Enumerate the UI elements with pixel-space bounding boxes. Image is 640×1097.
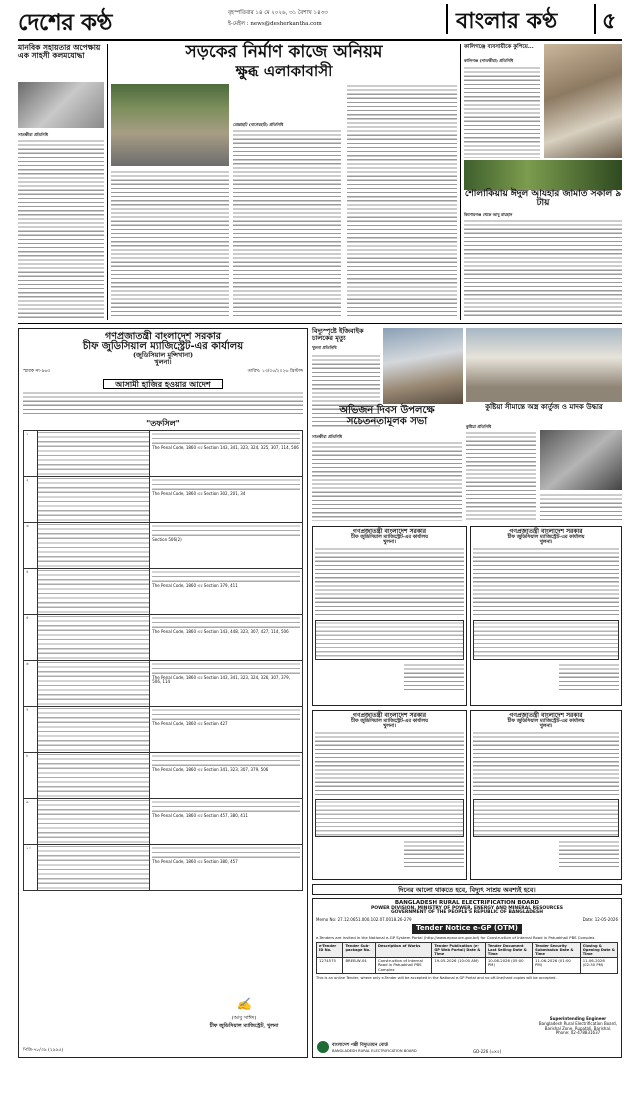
row-number: ১ bbox=[24, 430, 38, 476]
sign-address: Barishal Zone, Rupatali, Barishal. bbox=[544, 1025, 612, 1031]
notice-signature bbox=[559, 663, 619, 691]
tender-cell: 1274575 bbox=[317, 957, 343, 973]
footer-org: বাংলাদেশ পল্লী বিদ্যুতায়ন বোর্ড bbox=[332, 1042, 388, 1048]
schedule-row bbox=[24, 660, 303, 706]
notice-body bbox=[315, 731, 464, 796]
accused-details bbox=[38, 476, 150, 522]
tender-memo: Memo No: 27.12.0651.000.102.07.0018.26-279 bbox=[316, 917, 412, 923]
notice-memo: স্মারক নং-৯৬৩ bbox=[23, 369, 51, 375]
row-number: ৬ bbox=[24, 660, 38, 706]
case-section: Section 506(2) bbox=[152, 536, 182, 542]
notice-table bbox=[315, 620, 464, 660]
tender-col-header: Closing & Opening Date & Time bbox=[580, 942, 617, 957]
kushtia-body bbox=[466, 431, 536, 521]
tender-cell: Construction of Internal Road in Patuakhali PBS Complex bbox=[375, 957, 431, 973]
tender-org3: GOVERNMENT OF THE PEOPLE'S REPUBLIC OF BANGLADESH bbox=[390, 910, 544, 916]
notice-city: খুলনা। bbox=[539, 539, 553, 546]
subhead: ক্ষুব্ধ এলাকাবাসী bbox=[235, 61, 333, 80]
accused-details bbox=[38, 522, 150, 568]
case-law bbox=[150, 476, 303, 522]
headline: কালিগঞ্জে ব্যবসায়ীকে কুপিয়ে... bbox=[464, 44, 534, 50]
accused-details bbox=[38, 798, 150, 844]
notice-city: খুলনা। bbox=[154, 358, 172, 367]
masthead-rule bbox=[18, 39, 622, 41]
notice-body bbox=[315, 547, 464, 617]
small-court-notice bbox=[312, 710, 467, 880]
headline: শোলাকিয়ায় ঈদুল আযহার জামাত সকাল ৯ টায় bbox=[464, 189, 622, 209]
case-section: The Penal Code, 1860 এর Section 341, 323, 307, 379, 506 bbox=[152, 766, 269, 772]
photo bbox=[18, 82, 104, 128]
notice-office: চীফ জুডিসিয়াল ম্যাজিস্ট্রেট-এর কার্যালয় bbox=[351, 718, 428, 725]
kushtia-headline: কুষ্টিয়া সীমান্তে অস্ত্র কার্তুজ ও মাদক উদ্ধার bbox=[485, 403, 603, 411]
case-section: The Penal Code, 1860 এর Section 143, 448, 323, 307, 427, 114, 506 bbox=[152, 628, 289, 634]
photo bbox=[544, 44, 622, 158]
case-section: The Penal Code, 1860 এর Section 143, 341, 323, 324, 326, 307, 379, 506, 114 bbox=[152, 674, 290, 685]
masthead-right-title: বাংলার কণ্ঠ bbox=[456, 9, 558, 34]
accused-details bbox=[38, 660, 150, 706]
notice-city: খুলনা। bbox=[383, 539, 396, 546]
signature-mark: ✍ bbox=[236, 997, 252, 1011]
row-number: ৪ bbox=[24, 568, 38, 614]
tender-col-header: e-Tender ID No. bbox=[317, 942, 343, 957]
body-text bbox=[464, 66, 540, 158]
sign-phone: Phone: 02-478831637 bbox=[555, 1030, 601, 1036]
headline: বিদ্যুস্পৃষ্টে ইজিবাইক চালকের মৃত্যু bbox=[312, 327, 364, 342]
notice-office: চীফ জুডিসিয়াল ম্যাজিস্ট্রেট-এর কার্যালয় bbox=[82, 340, 244, 352]
notice-gov: গণপ্রজাতন্ত্রী বাংলাদেশ সরকার bbox=[352, 528, 427, 535]
tender-cell: 11-06-2026 (02:30 PM) bbox=[580, 957, 617, 973]
tender-col-header: Tender Security Submission Date & Time bbox=[533, 942, 581, 957]
case-law bbox=[150, 798, 303, 844]
notice-table bbox=[315, 799, 464, 837]
masthead-email: ই-মেইল : news@desherkantha.com bbox=[228, 21, 322, 27]
ahsania-headline: অভিজন দিবস উপলক্ষে সচেতনতামূলক সভা bbox=[339, 405, 435, 427]
schedule-table bbox=[23, 430, 303, 891]
schedule-row bbox=[24, 476, 303, 522]
accused-details bbox=[38, 752, 150, 798]
meeting-photo bbox=[466, 328, 622, 402]
kushtia-photo bbox=[540, 430, 622, 490]
notice-city: খুলনা। bbox=[539, 723, 553, 730]
byline: কিশোরগঞ্জ থেকে আবু রায়হান bbox=[464, 212, 513, 217]
tender-cell: 10-06-2026 (05:00 PM) bbox=[485, 957, 532, 973]
schedule-row bbox=[24, 568, 303, 614]
kushtia-byline: কুষ্টিয়া প্রতিনিধি bbox=[466, 424, 492, 429]
slogan-bar: দিনের আলো থাকতে হবে, বিদ্যুৎ সাশ্রয় অবশ্যই হবে। bbox=[312, 884, 622, 895]
accused-details bbox=[38, 844, 150, 890]
case-section: The Penal Code, 1860 এর Section 143, 341, 323, 324, 325, 307, 114, 506 bbox=[152, 444, 299, 450]
row-number: ৯ bbox=[24, 798, 38, 844]
notice-gov: গণপ্রজাতন্ত্রী বাংলাদেশ সরকার bbox=[352, 712, 427, 719]
story-left bbox=[18, 44, 104, 324]
masthead-date: বৃহস্পতিবার ১৪ মে ২০২৬, ৩১ বৈশাখ ১৪৩৩ bbox=[228, 10, 328, 16]
notice-gov: গণপ্রজাতন্ত্রী বাংলাদেশ সরকার bbox=[509, 528, 583, 535]
masthead bbox=[18, 4, 622, 38]
byline: কালিগঞ্জ (সাতক্ষীরা) প্রতিনিধি bbox=[464, 58, 514, 63]
notice-code: পিডি-৭৮/৩৯ (২৯৯৫) bbox=[23, 1048, 64, 1053]
column-rule bbox=[107, 44, 108, 320]
notice-body bbox=[473, 731, 619, 796]
photo bbox=[111, 84, 229, 166]
accused-details bbox=[38, 568, 150, 614]
schedule-row bbox=[24, 614, 303, 660]
tender-cell: BREB-W-04 bbox=[343, 957, 376, 973]
footer-org-en: BANGLADESH RURAL ELECTRIFICATION BOARD bbox=[332, 1048, 417, 1053]
small-court-notice bbox=[470, 710, 622, 880]
signature-office: চীফ জুডিসিয়াল ম্যাজিস্ট্রেট, খুলনা bbox=[209, 1023, 279, 1029]
tender-note: This is an online Tender, where only e-Tender will be accepted in the National e-GP Portal and no off-line/hard copies will be accepted. bbox=[316, 976, 557, 981]
row-number: ৮ bbox=[24, 752, 38, 798]
byline: খুলনা প্রতিনিধি bbox=[312, 344, 337, 350]
body-text bbox=[18, 139, 104, 321]
case-law bbox=[150, 844, 303, 890]
masthead-divider bbox=[594, 4, 596, 34]
notice-body bbox=[473, 547, 619, 617]
schedule-row bbox=[24, 752, 303, 798]
tender-table bbox=[316, 942, 618, 974]
notice-subtitle: (জুডিসিয়াল মুন্সিখানা) bbox=[132, 351, 194, 360]
body-text-col0 bbox=[111, 170, 229, 319]
case-law bbox=[150, 706, 303, 752]
case-section: The Penal Code, 1860 এর Section 379, 411 bbox=[152, 582, 238, 588]
tender-col-header: Tender Publication (e-GP Web Portal) Date & Time bbox=[432, 942, 486, 957]
tender-gd: GD-226 (৩×৫) bbox=[473, 1049, 502, 1054]
tender-cell: 11-06-2026 (01:00 PM) bbox=[533, 957, 581, 973]
body-text bbox=[464, 219, 622, 318]
case-law bbox=[150, 660, 303, 706]
tender-notice bbox=[312, 898, 622, 1058]
case-law bbox=[150, 752, 303, 798]
story-eid bbox=[464, 160, 622, 320]
case-law bbox=[150, 568, 303, 614]
order-title: আসামী হাজির হওয়ার আদেশ bbox=[103, 379, 223, 389]
schedule-row bbox=[24, 798, 303, 844]
accused-details bbox=[38, 430, 150, 476]
masthead-divider bbox=[446, 4, 448, 34]
photo bbox=[464, 160, 622, 190]
case-law bbox=[150, 522, 303, 568]
notice-gov: গণপ্রজাতন্ত্রী বাংলাদেশ সরকার bbox=[105, 331, 221, 342]
tender-signature bbox=[539, 1017, 617, 1036]
row-number: ২ bbox=[24, 476, 38, 522]
schedule-row bbox=[24, 844, 303, 890]
notice-office: চীফ জুডিসিয়াল ম্যাজিস্ট্রেট-এর কার্যালয় bbox=[351, 534, 428, 541]
case-section: The Penal Code, 1860 এর Section 302, 201, 34 bbox=[152, 490, 246, 496]
tender-org2: POWER DIVISION, MINISTRY OF POWER, ENERGY AND MINERAL RESOURCES bbox=[370, 905, 563, 911]
tender-col-header: Description of Works bbox=[375, 942, 431, 957]
story-right-top bbox=[464, 44, 622, 160]
notice-city: খুলনা। bbox=[383, 723, 396, 730]
court-notice bbox=[18, 328, 308, 1058]
small-court-notice bbox=[312, 526, 467, 706]
signature-name: (আবু সাঈদ) bbox=[231, 1015, 257, 1021]
section-rule bbox=[18, 323, 622, 324]
tender-date: Date: 12-05-2026 bbox=[582, 917, 618, 923]
notice-table bbox=[473, 799, 619, 837]
byline: মোল্লাহাট (বাগেরহাট) প্রতিনিধি bbox=[233, 122, 284, 127]
row-number: ৩ bbox=[24, 522, 38, 568]
notice-table bbox=[473, 620, 619, 660]
order-body bbox=[23, 391, 303, 417]
kushtia-body-2 bbox=[540, 493, 622, 521]
sign-title: Superintending Engineer bbox=[549, 1016, 607, 1021]
tender-col-header: Tender Sub-package No. bbox=[343, 942, 376, 957]
accused-details bbox=[38, 706, 150, 752]
signature-block bbox=[189, 997, 299, 1031]
schedule-row bbox=[24, 430, 303, 476]
row-number: ৫ bbox=[24, 614, 38, 660]
headline: মানবিক সহায়তার অপেক্ষায় এক সাহসী কলমযোদ্ধা bbox=[18, 43, 101, 60]
ahsania-body bbox=[312, 441, 462, 521]
headline: সড়কের নির্মাণ কাজে অনিয়ম bbox=[185, 42, 383, 62]
notice-signature bbox=[404, 840, 464, 868]
schedule-row bbox=[24, 706, 303, 752]
accused-details bbox=[38, 614, 150, 660]
schedule-row bbox=[24, 522, 303, 568]
notice-gov: গণপ্রজাতন্ত্রী বাংলাদেশ সরকার bbox=[509, 712, 583, 719]
tender-col-header: Tender Document Last Selling Date & Time bbox=[485, 942, 532, 957]
row-number: ১০ bbox=[24, 844, 38, 890]
small-court-notice bbox=[470, 526, 622, 706]
tender-title: Tender Notice e-GP (OTM) bbox=[412, 924, 522, 933]
notice-date: তারিখ: ১৩/০৫/২০২৬ খ্রিস্টাব্দ bbox=[247, 369, 303, 375]
column-rule bbox=[460, 44, 461, 320]
sign-org: Bangladesh Rural Electrification Board, bbox=[538, 1020, 617, 1026]
tender-cell: 19-05-2026 (10:00 AM) bbox=[432, 957, 486, 973]
byline: সাতক্ষীরা প্রতিনিধি bbox=[18, 132, 48, 137]
tender-intro: e-Tenders are invited in the National e-GP System Portal (http://www.eprocure.gov.bd) for Construction of Internal Road in Patuakhali PBS Complex. bbox=[316, 934, 596, 940]
ahsania-byline: সাতক্ষীরা প্রতিনিধি bbox=[312, 434, 342, 439]
body-text-col1 bbox=[233, 129, 341, 319]
notice-office: চীফ জুডিসিয়াল ম্যাজিস্ট্রেট-এর কার্যালয় bbox=[507, 718, 585, 725]
case-law bbox=[150, 614, 303, 660]
masthead-left-title: দেশের কণ্ঠ bbox=[18, 10, 112, 36]
body-text-col2 bbox=[347, 84, 457, 319]
list-title: "তফসিল" bbox=[146, 418, 180, 429]
notice-office: চীফ জুডিসিয়াল ম্যাজিস্ট্রেট-এর কার্যালয় bbox=[507, 534, 585, 541]
breb-logo-icon bbox=[317, 1041, 329, 1053]
notice-signature bbox=[559, 840, 619, 868]
case-section: The Penal Code, 1860 এর Section 457, 380, 411 bbox=[152, 812, 248, 818]
tender-footer bbox=[317, 1041, 417, 1053]
notice-signature bbox=[404, 663, 464, 691]
story-main bbox=[111, 44, 457, 324]
case-law bbox=[150, 430, 303, 476]
tender-org: BANGLADESH RURAL ELECTRIFICATION BOARD bbox=[394, 900, 540, 906]
row-number: ৭ bbox=[24, 706, 38, 752]
page-number: ৫ bbox=[602, 9, 617, 34]
case-section: The Penal Code, 1860 এর Section 427 bbox=[152, 720, 228, 726]
photo bbox=[383, 328, 463, 404]
case-section: The Penal Code, 1860 এর Section 380, 457 bbox=[152, 858, 238, 864]
